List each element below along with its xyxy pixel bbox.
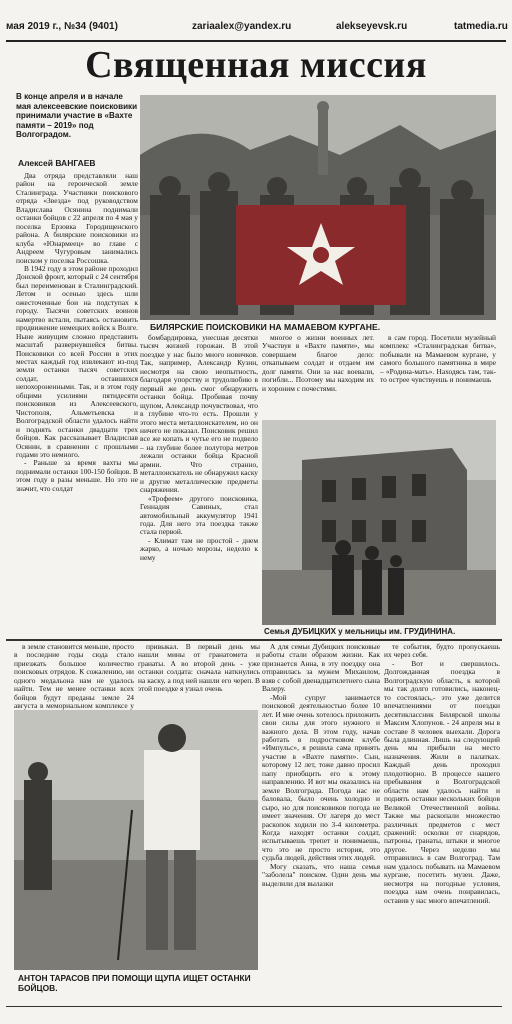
paragraph: в земле становится меньше, просто в последние годы сюда стало приезжать большое количество поисковых отрядов. К сожалению, ни одного медальона нам не удалось найти. Тем не менее останки всех бойцов будут преданы земле 24 августа в мемориальном комплексе у	[14, 643, 134, 711]
text-column-7	[262, 643, 380, 1003]
article-lead: В конце апреля и в начале мая алексеевские поисковики принимали участие в «Вахте памяти – 2019» под Волгоградом.	[16, 92, 138, 140]
photo-caption-2: Семья ДУБИЦКИХ у мельницы им. ГРУДИНИНА.	[264, 627, 456, 636]
paragraph: -Мой супруг занимается поисковой деятельностью более 10 лет. И мне очень хотелось приложить свои силы для этого нужного и важного дела. В этом году, начав работать в подростковом клубе «Импульс», я решила сама принять участие в «Вахте памяти». Сын, которому 12 лет, тоже давно просил папу приобщить его к этому направлению. И вот мы оказались на земле Волгограда. Погода нас не баловала, было очень холодно и сыро, но для поисковиков погода не имеет значения. От лагеря до мест раскопок ходили по 3-4 километра. Когда находят останки солдат, испытываешь трепет и понимаешь, что это не просто история, это судьба людей, действия этих людей.	[262, 692, 380, 863]
divider-line	[6, 639, 502, 641]
photo-group-with-flag	[140, 95, 496, 320]
photo-caption-1: БИЛЯРСКИЕ ПОИСКОВИКИ НА МАМАЕВОМ КУРГАНЕ.	[150, 322, 381, 332]
photo-image	[14, 710, 258, 970]
email-address: zariaalex@yandex.ru	[192, 21, 292, 32]
photo-family-at-mill	[262, 420, 496, 625]
paragraph: многое о жизни военных лет. Участвуя в «Вахте памяти», мы совершаем благое дело: откапываем солдат и отдаем им долг памяти. Они за нас воевали, погибли... Поэтому мы находим их и хороним с почестями.	[262, 334, 374, 393]
paragraph: - Раньше за время вахты мы поднимали останки 100-150 бойцов. В этом году в разы меньше. Но это не значит, что солдат	[16, 458, 138, 493]
paragraph: «Трофеем» другого поисковика, Геннадия Савиных, стал автомобильный аккумулятор 1941 года. Для него эта поездка также стала первой.	[140, 493, 258, 537]
text-column-8	[384, 643, 500, 1003]
bottom-line	[6, 1006, 502, 1007]
paragraph: А для семьи Дубицких поисковые работы стали образом жизни. Как признается Анна, в эту поездку она отправилась за мужем Михаилом, взяв с собой двенадцатилетнего сына Валеру.	[262, 643, 380, 694]
text-column-1	[16, 172, 138, 638]
paragraph: - Вот и свершилось. Долгожданная поездка в Волгоградскую область, к которой мы так долго готовились, наконец-то состоялась,- это уже делится впечатлениями от поездки десятиклассник Билярской школы Максим Хлопунов. - 24 апреля мы в составе 8 человек выехали. Дорога была длинная. Лишь на следующий день мы прибыли на место назначения. Жили в палатках. Каждый день проходил плодотворно. В процессе нашего пребывания в Волгоградской области нам удалось найти и поднять останки нескольких бойцов Великой Отечественной войны. Также мы раскопали множество различных предметов с мест сражений: осколки от снарядов, патроны, гранаты, штыки и многое другое. Через неделю мы отправились в сам Волгоград. Там нам удалось побывать на Мамаевом кургане, посетить музеи. Даже, несмотря на погодные условия, поездка нам очень понравилась, оставив у нас много впечатлений.	[384, 658, 500, 905]
caption-text: АНТОН ТАРАСОВ ПРИ ПОМОЩИ ЩУПА ИЩЕТ ОСТАНКИ БОЙЦОВ.	[18, 973, 251, 993]
paragraph: в сам город. Посетили музейный комплекс «Сталинградская битва», побывали на Мамаевом кургане, у самого большого памятника в мире – «Родина-мать». Находясь там, так-то острее чувствуешь и понимаешь	[380, 334, 496, 385]
photo-caption-3	[18, 973, 258, 993]
paragraph: В 1942 году в этом районе проходил Донской фронт, который с 24 сентября был переименован в Сталинградский. Летом и осенью здесь шли ожесточенные бои на подступах к городу. Тысячи советских воинов намертво встали, пытаясь остановить продвижение немецких войск к Волге. Ныне живущим сложно представить масштаб развернувшейся битвы. Поисковики со всей России в этих местах каждый год извлекают из-под земли останки тысяч советских солдат, оставшихся непохороненными. Так, и в этом году общими усилиями пятидесяти поисковиков из Алексеевского, Чистополя, Альметьевска и Волгоградской области удалось найти и поднять останки двадцати трех бойцов. Как рассказывает Владислав Осянин, в сравнении с прошлыми годами это немного.	[16, 263, 138, 459]
text-column-2	[140, 334, 258, 638]
paragraph: - Климат там не простой - днем жарко, а ночью морозы, неделю к нему	[140, 535, 258, 562]
paragraph: бомбардировка, унесшая десятки тысяч жизней горожан. В этой поездке у нас было много новичков. Так, например, Александр Кузин, несмотря на свою неопытность, благодаря упорству и трудолюбию в первый же день смог обнаружить останки бойца. Пробивая почву щупом, Александр почувствовал, что в глубине что-то есть. Прошли у этого места металлоискателем, но он ничего не показал. Поисковик решил все же копать и чутье его не подвело – на глубине более полутора метров лежали останки бойца Красной армии. Что странно, металлоискатель не обнаружил каску и другие металлические предметы снаряжения.	[140, 334, 258, 495]
text-column-3	[262, 334, 374, 414]
issue-date: мая 2019 г., №34 (9401)	[6, 21, 118, 32]
article-author: Алексей ВАНГАЕВ	[18, 158, 96, 168]
site-url-1: alekseyevsk.ru	[336, 21, 408, 32]
page-header	[6, 18, 506, 42]
paragraph: Два отряда представляли наш район на героической земле Сталинграда. Участники поискового отряда «Звезда» под руководством Владислава Осянина поднимали останки бойцов с 22 апреля по 4 мая у поселка Ерзовка Городищенского района. А билярские поисковики из клуба «Юнармеец» во главе с Андреем Чугуровым занимались поиском у поселка Россошка.	[16, 172, 138, 265]
text-column-6	[138, 643, 260, 705]
article-headline: Священная миссия	[85, 44, 427, 86]
photo-image	[262, 420, 496, 625]
paragraph: привыкал. В первый день мы нашли мины от гранатомета и гранаты. А во второй день - уже останки солдата: сначала наткнулись на каску, а под ней нашли его череп. В этой поездке я узнал очень	[138, 643, 260, 694]
photo-man-with-probe	[14, 710, 258, 970]
paragraph: те события, будто пропускаешь их через себя.	[384, 643, 500, 660]
paragraph: Могу сказать, что наша семья "заболела" поиском. Один день мы выделили для вылазки	[262, 861, 380, 888]
text-column-4	[380, 334, 496, 414]
site-url-2: tatmedia.ru	[454, 21, 508, 32]
photo-image	[140, 95, 496, 320]
